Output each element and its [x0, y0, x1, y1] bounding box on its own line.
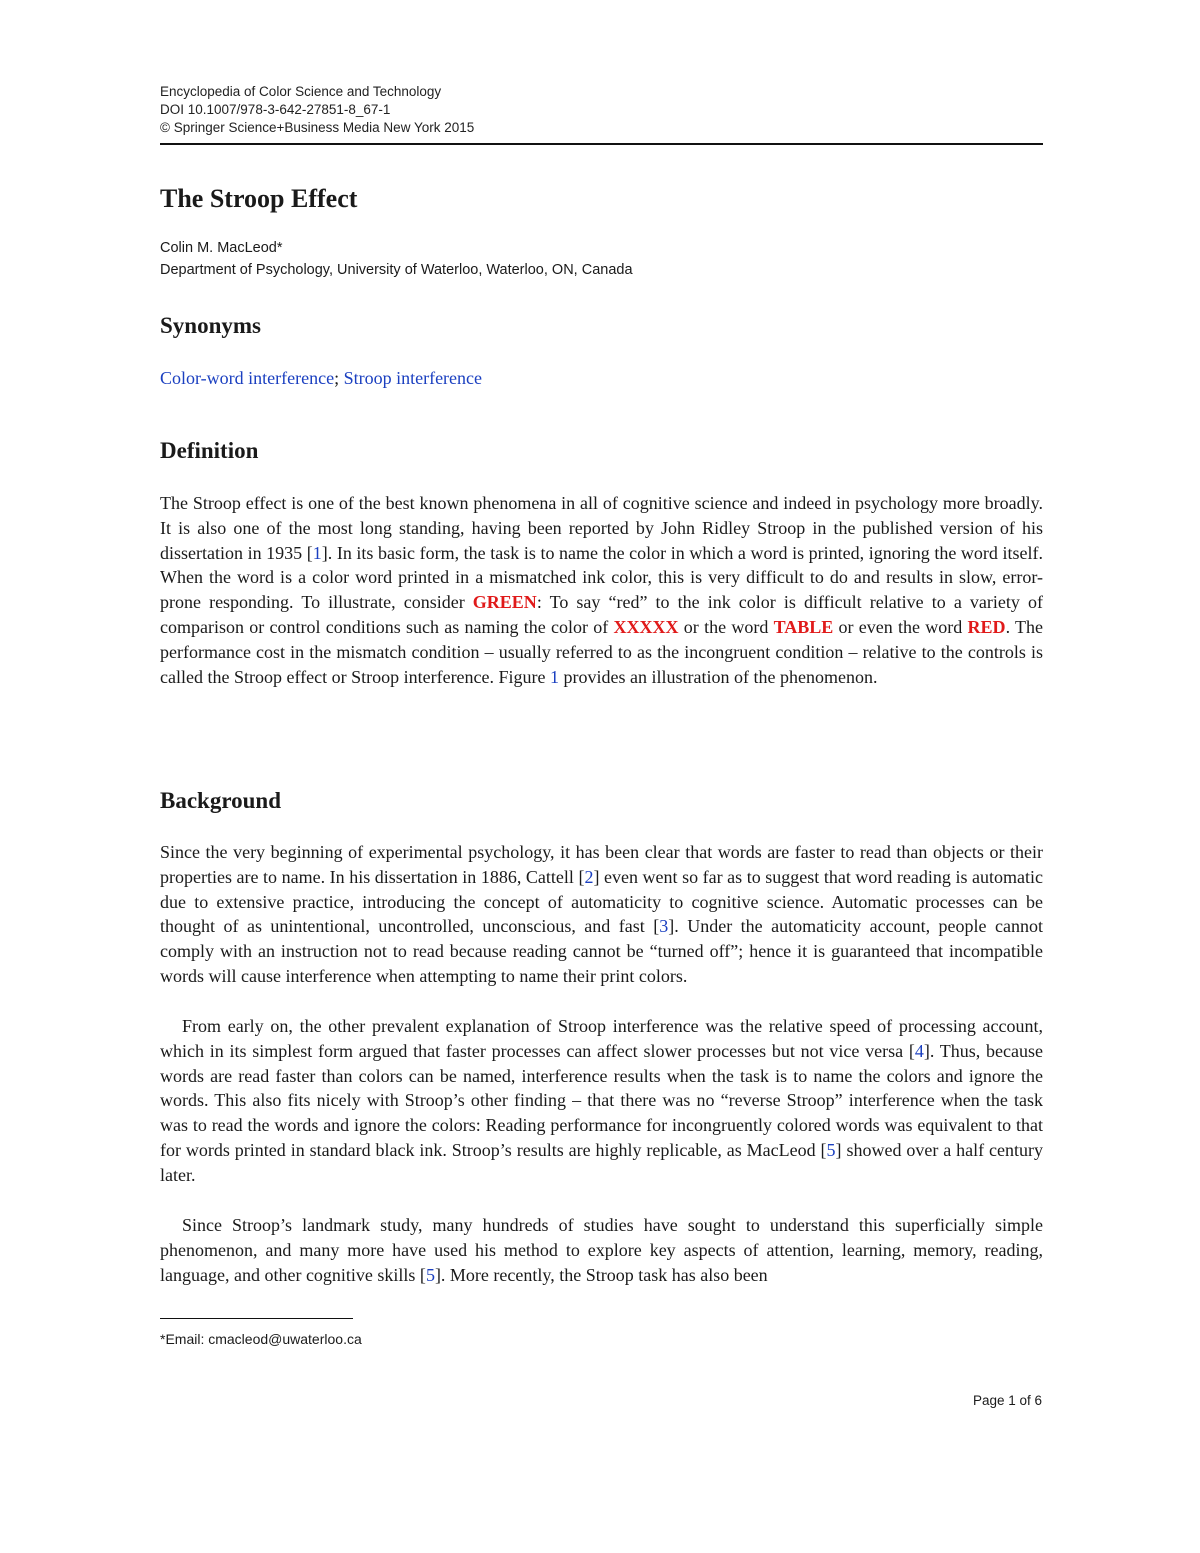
text: Since the very beginning of experimental psychology, it has been clear that words are faster to read than objects or their properties are to name. In his dissertation in 1886, Cattell [	[160, 842, 1043, 887]
copyright: © Springer Science+Business Media New York 2015	[160, 120, 475, 135]
footnote-divider	[160, 1318, 353, 1319]
citation-link[interactable]: 3	[659, 916, 669, 937]
stroop-word-xxxxx: XXXXX	[613, 616, 679, 637]
text: or the word	[678, 616, 774, 637]
synonyms-list	[160, 366, 482, 390]
author-affiliation: Department of Psychology, University of Waterloo, Waterloo, ON, Canada	[160, 262, 633, 278]
text: or even the word	[833, 616, 968, 637]
citation-link[interactable]: 1	[312, 542, 322, 563]
text: ]. Under the automaticity account, people cannot comply with an instruction not to read because reading cannot be “turned off”; hence it is guaranteed that incompatible words will cause interference when attempting to name their print colors.	[160, 916, 1043, 986]
definition-paragraph	[160, 491, 1043, 689]
header-divider	[160, 143, 1043, 145]
text: ]. In its basic form, the task is to name the color in which a word is printed, ignoring the word itself. When the word is a color word printed in a mismatched ink color, this is very difficult to do and results in slow, error-prone responding. To illustrate, consider	[160, 542, 1044, 613]
author-name: Colin M. MacLeod*	[160, 240, 283, 256]
stroop-word-red: RED	[967, 616, 1006, 637]
synonyms-heading: Synonyms	[160, 313, 261, 338]
text: . The performance cost in the mismatch condition – usually referred to as the incongruent condition – relative to the controls is called the Stroop effect or Stroop interference. Figure	[160, 616, 1043, 687]
definition-heading: Definition	[160, 438, 259, 463]
page-number: Page 1 of 6	[972, 1393, 1042, 1408]
text: From early on, the other prevalent explanation of Stroop interference was the relative speed of processing account, which in its simplest form argued that faster processes can affect slower processes but not vice versa [	[160, 1016, 1043, 1061]
citation-link[interactable]: 5	[425, 1264, 435, 1285]
email-link[interactable]: cmacleod@uwaterloo.ca	[208, 1331, 362, 1347]
background-paragraph-2	[160, 1014, 1043, 1188]
article-title: The Stroop Effect	[160, 184, 358, 213]
citation-link[interactable]: 5	[826, 1139, 836, 1160]
footnote	[160, 1330, 362, 1348]
background-paragraph-3	[160, 1213, 1043, 1287]
synonym-separator: ;	[334, 368, 344, 388]
synonym-link-stroop[interactable]: Stroop interference	[343, 368, 483, 388]
background-heading: Background	[160, 788, 282, 813]
footnote-label: *Email:	[160, 1331, 209, 1347]
text: Since Stroop’s landmark study, many hundreds of studies have sought to understand this superficially simple phenomenon, and many more have used his method to explore key aspects of attention, learning, memory, reading, language, and other cognitive skills [	[160, 1215, 1043, 1285]
text: provides an illustration of the phenomenon.	[559, 666, 878, 687]
doi[interactable]: DOI 10.1007/978-3-642-27851-8_67-1	[160, 102, 391, 117]
synonym-link-color-word[interactable]: Color-word interference	[160, 368, 335, 388]
citation-link[interactable]: 2	[584, 866, 594, 887]
running-header	[160, 83, 1043, 137]
citation-link[interactable]: 4	[914, 1040, 924, 1061]
text: ] showed over a half century later.	[160, 1139, 1044, 1185]
stroop-word-green: GREEN	[472, 592, 537, 613]
text: ]. Thus, because words are read faster than colors can be named, interference results when the task is to name the colors and ignore the words. This also fits nicely with Stroop’s other finding – that there was no “reverse Stroop” interference when the task was to read the words and ignore the colors: Reading performance for incongruently colored words was equivalent to that for words printed in standard black ink. Stroop’s results are highly replicable, as MacLeod [	[160, 1040, 1043, 1160]
text: ] even went so far as to suggest that word reading is automatic due to extensive practice, introducing the concept of automaticity to cognitive science. Automatic processes can be thought of as unintentional, uncontrolled, unconscious, and fast [	[160, 866, 1043, 937]
stroop-word-table: TABLE	[773, 616, 834, 637]
figure-link[interactable]: 1	[550, 666, 560, 687]
background-paragraph-1	[160, 840, 1043, 989]
text: ]. More recently, the Stroop task has also been	[434, 1264, 768, 1285]
journal-name: Encyclopedia of Color Science and Technology	[160, 84, 442, 99]
text: : To say “red” to the ink color is difficult relative to a variety of comparison or control conditions such as naming the color of	[160, 592, 1043, 637]
text: The Stroop effect is one of the best known phenomena in all of cognitive science and indeed in psychology more broadly. It is also one of the most long standing, having been reported by John Ridley Stroop in the published version of his dissertation in 1935 [	[160, 493, 1043, 563]
